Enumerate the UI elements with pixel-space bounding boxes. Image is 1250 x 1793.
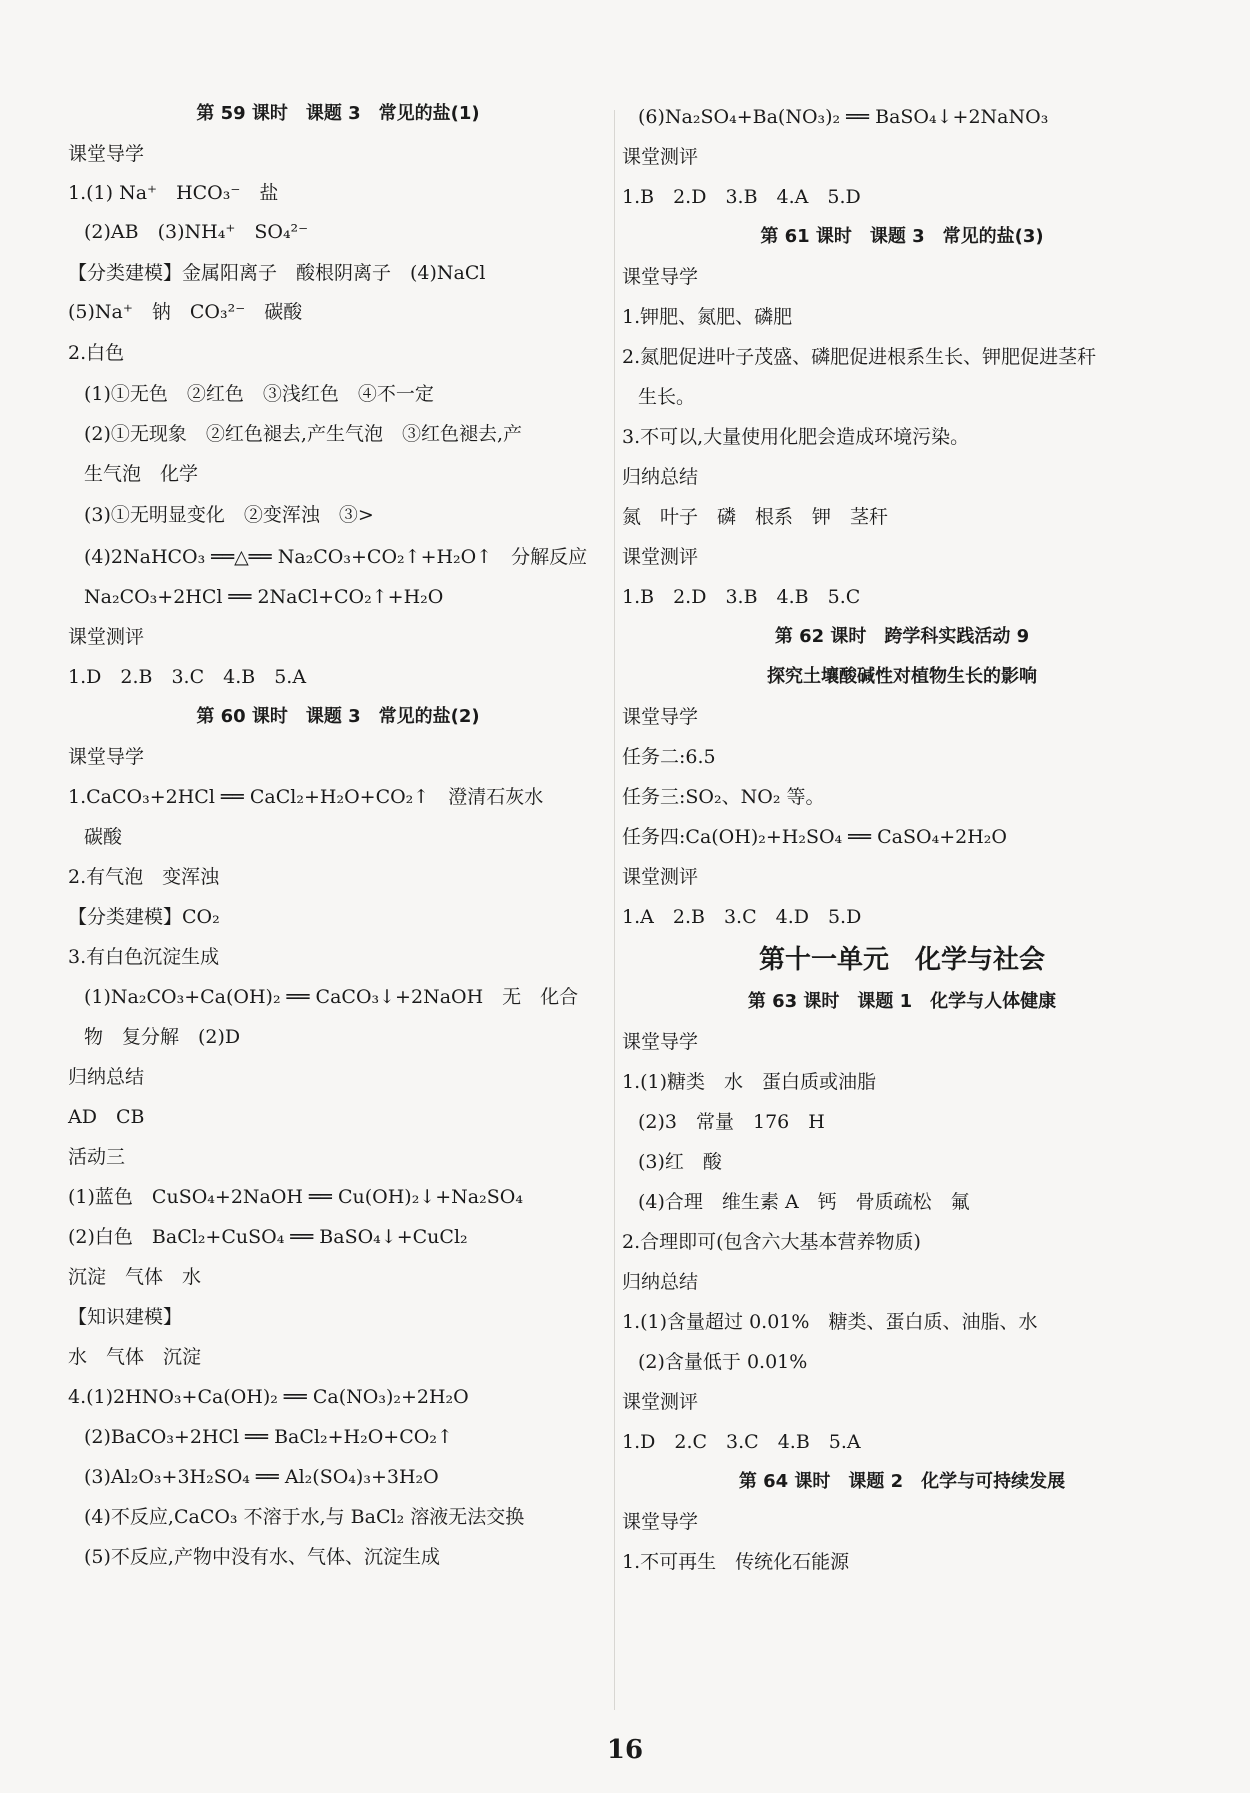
- answer-line: 【分类建模】CO₂: [68, 906, 220, 928]
- answer-line: (2)AB (3)NH₄⁺ SO₄²⁻: [84, 221, 309, 243]
- answer-line: 归纳总结: [68, 1066, 145, 1088]
- answer-line: 归纳总结: [622, 466, 699, 488]
- answer-line: (3)红 酸: [638, 1151, 722, 1173]
- answer-line: (2)3 常量 176 H: [638, 1111, 825, 1133]
- answer-line: 4.(1)2HNO₃+Ca(OH)₂ ══ Ca(NO₃)₂+2H₂O: [68, 1386, 469, 1408]
- answer-line: 归纳总结: [622, 1271, 699, 1293]
- answer-line: (1)Na₂CO₃+Ca(OH)₂ ══ CaCO₃↓+2NaOH 无 化合: [84, 986, 579, 1008]
- answer-line: 3.不可以,大量使用化肥会造成环境污染。: [622, 426, 970, 448]
- answer-line: 课堂导学: [68, 746, 145, 768]
- answer-line: 2.氮肥促进叶子茂盛、磷肥促进根系生长、钾肥促进茎秆: [622, 346, 1097, 368]
- answer-line: (4)合理 维生素 A 钙 骨质疏松 氟: [638, 1191, 970, 1213]
- answer-line: 任务二:6.5: [622, 746, 716, 768]
- answer-line: 1.D 2.C 3.C 4.B 5.A: [622, 1431, 861, 1453]
- answer-line: 沉淀 气体 水: [68, 1266, 202, 1288]
- answer-line: 1.CaCO₃+2HCl ══ CaCl₂+H₂O+CO₂↑ 澄清石灰水: [68, 786, 544, 808]
- answer-line: 水 气体 沉淀: [68, 1346, 202, 1368]
- answer-line: 1.(1)糖类 水 蛋白质或油脂: [622, 1071, 877, 1093]
- answer-line: (6)Na₂SO₄+Ba(NO₃)₂ ══ BaSO₄↓+2NaNO₃: [638, 106, 1049, 128]
- answer-line: (4)不反应,CaCO₃ 不溶于水,与 BaCl₂ 溶液无法交换: [84, 1506, 525, 1528]
- answer-line: (2)BaCO₃+2HCl ══ BaCl₂+H₂O+CO₂↑: [84, 1426, 453, 1448]
- answer-line: 1.B 2.D 3.B 4.B 5.C: [622, 586, 861, 608]
- answer-line: 碳酸: [84, 826, 123, 848]
- answer-line: 2.白色: [68, 342, 125, 364]
- column-divider: [614, 110, 615, 1710]
- answer-line: 课堂导学: [622, 706, 699, 728]
- answer-line: 课堂测评: [622, 866, 699, 888]
- answer-line: 课堂测评: [622, 546, 699, 568]
- answer-line: 活动三: [68, 1146, 126, 1168]
- answer-line: 课堂导学: [622, 1511, 699, 1533]
- answer-line: (1)①无色 ②红色 ③浅红色 ④不一定: [84, 383, 434, 405]
- answer-line: 【分类建模】金属阳离子 酸根阴离子 (4)NaCl: [68, 262, 486, 284]
- answer-line: 氮 叶子 磷 根系 钾 茎秆: [622, 506, 889, 528]
- page-number: 16: [606, 1735, 644, 1765]
- unit-heading: 第十一单元 化学与社会: [758, 945, 1045, 975]
- answer-line: 课堂测评: [68, 626, 145, 648]
- answer-line: 1.(1)含量超过 0.01% 糖类、蛋白质、油脂、水: [622, 1311, 1038, 1333]
- answer-line: (5)不反应,产物中没有水、气体、沉淀生成: [84, 1546, 440, 1568]
- answer-line: 2.合理即可(包含六大基本营养物质): [622, 1231, 921, 1253]
- answer-line: 1.D 2.B 3.C 4.B 5.A: [68, 666, 307, 688]
- answer-line: AD CB: [68, 1106, 145, 1128]
- answer-line: 3.有白色沉淀生成: [68, 946, 220, 968]
- answer-line: 1.A 2.B 3.C 4.D 5.D: [622, 906, 862, 928]
- lesson-heading: 第 61 课时 课题 3 常见的盐(3): [760, 226, 1044, 247]
- answer-line: 任务三:SO₂、NO₂ 等。: [622, 786, 825, 808]
- answer-line: 【知识建模】: [68, 1306, 183, 1328]
- answer-line: (2)含量低于 0.01%: [638, 1351, 808, 1373]
- answer-line: 课堂导学: [622, 1031, 699, 1053]
- answer-line: 1.B 2.D 3.B 4.A 5.D: [622, 186, 861, 208]
- answer-line: 课堂导学: [68, 143, 145, 165]
- answer-line: (3)Al₂O₃+3H₂SO₄ ══ Al₂(SO₄)₃+3H₂O: [84, 1466, 439, 1488]
- lesson-heading: 第 60 课时 课题 3 常见的盐(2): [196, 706, 480, 727]
- answer-line: 课堂测评: [622, 1391, 699, 1413]
- answer-line: (1)蓝色 CuSO₄+2NaOH ══ Cu(OH)₂↓+Na₂SO₄: [68, 1186, 523, 1208]
- lesson-heading: 第 64 课时 课题 2 化学与可持续发展: [738, 1471, 1066, 1492]
- answer-line: 1.钾肥、氮肥、磷肥: [622, 306, 793, 328]
- answer-line: 生长。: [638, 386, 696, 408]
- answer-line: 1.(1) Na⁺ HCO₃⁻ 盐: [68, 182, 279, 204]
- answer-line: (2)①无现象 ②红色褪去,产生气泡 ③红色褪去,产: [84, 423, 522, 445]
- answer-line: 任务四:Ca(OH)₂+H₂SO₄ ══ CaSO₄+2H₂O: [622, 826, 1007, 848]
- answer-line: (3)①无明显变化 ②变浑浊 ③>: [84, 504, 374, 526]
- answer-line: (4)2NaHCO₃ ══△══ Na₂CO₃+CO₂↑+H₂O↑ 分解反应: [84, 546, 588, 568]
- answer-line: 2.有气泡 变浑浊: [68, 866, 220, 888]
- answer-line: 课堂导学: [622, 266, 699, 288]
- answer-line: 课堂测评: [622, 146, 699, 168]
- lesson-heading: 第 63 课时 课题 1 化学与人体健康: [747, 991, 1057, 1012]
- answer-line: 物 复分解 (2)D: [84, 1026, 241, 1048]
- answer-line: (2)白色 BaCl₂+CuSO₄ ══ BaSO₄↓+CuCl₂: [68, 1226, 468, 1248]
- answer-line: 生气泡 化学: [84, 463, 199, 485]
- answer-line: (5)Na⁺ 钠 CO₃²⁻ 碳酸: [68, 301, 303, 323]
- lesson-heading: 探究土壤酸碱性对植物生长的影响: [767, 666, 1037, 687]
- lesson-heading: 第 62 课时 跨学科实践活动 9: [774, 626, 1030, 647]
- answer-line: 1.不可再生 传统化石能源: [622, 1551, 850, 1573]
- lesson-heading: 第 59 课时 课题 3 常见的盐(1): [196, 103, 480, 124]
- answer-line: Na₂CO₃+2HCl ══ 2NaCl+CO₂↑+H₂O: [84, 586, 444, 608]
